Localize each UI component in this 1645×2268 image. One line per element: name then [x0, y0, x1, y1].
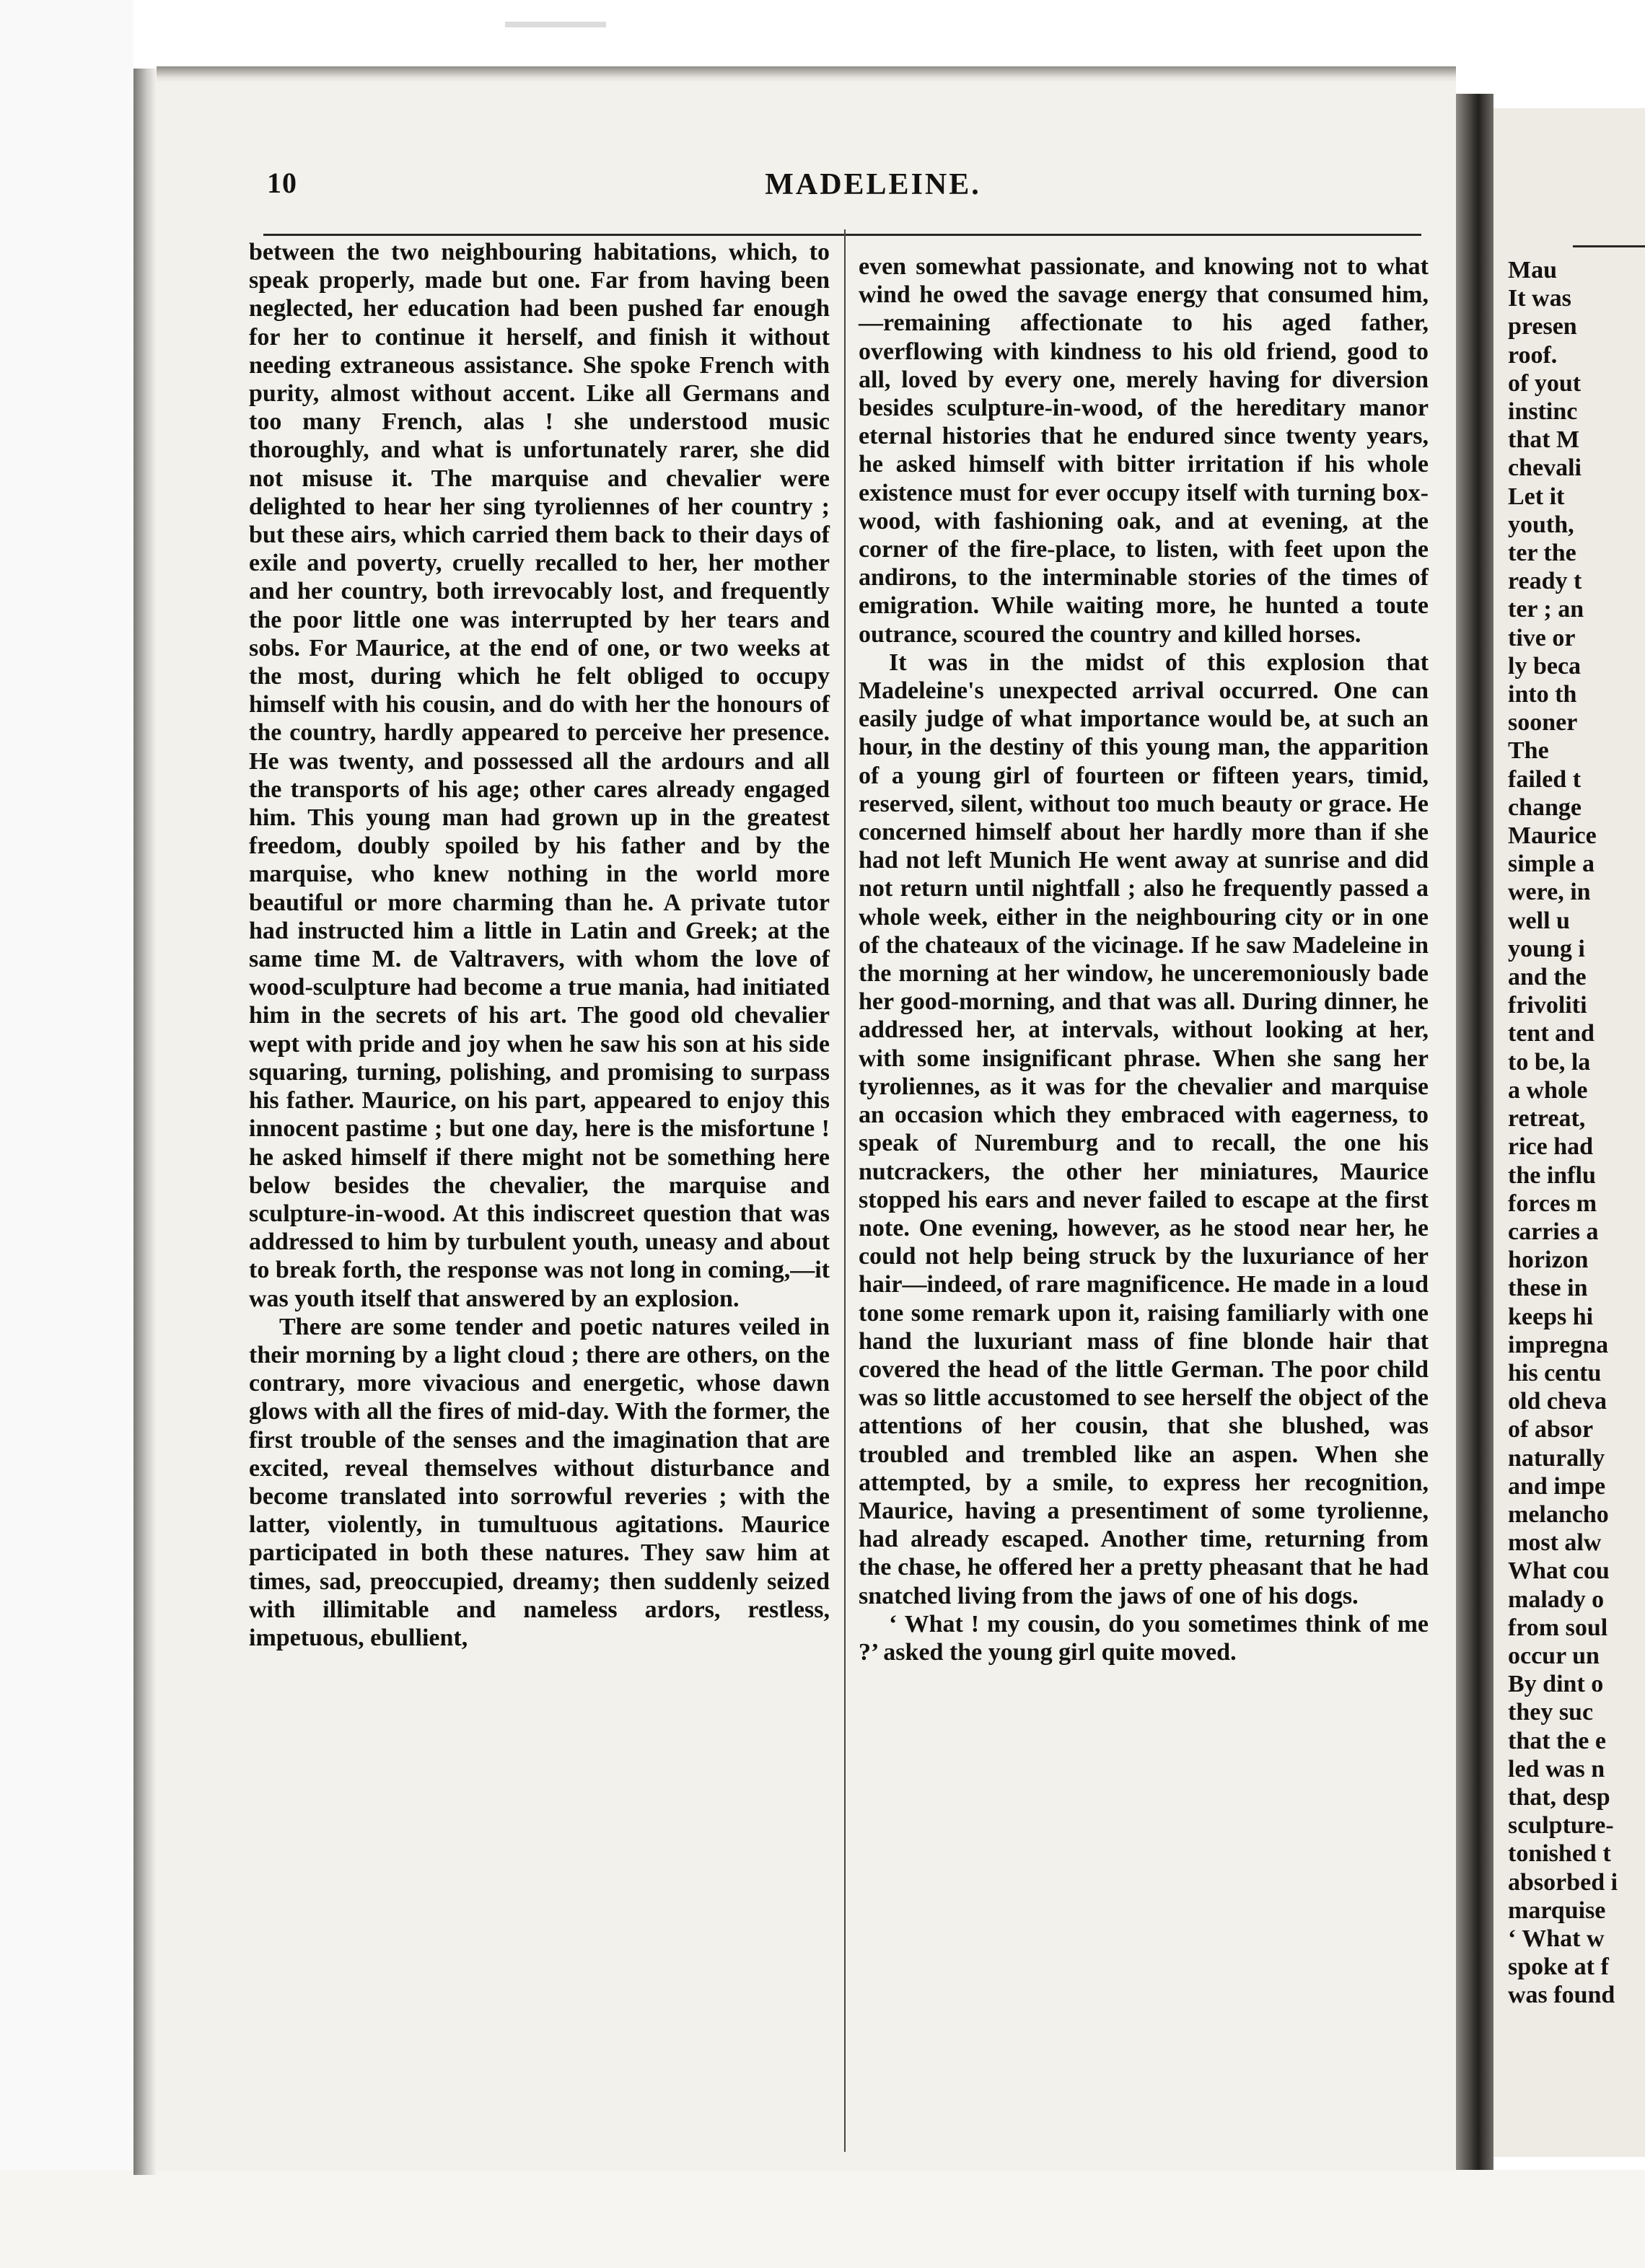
fragment-line: young i — [1508, 935, 1585, 962]
fragment-line: was found — [1508, 1982, 1615, 2009]
paragraph: even somewhat passionate, and knowing not to what wind he owed the savage energy that consumed him,—remaining affectionate to his aged father, overflowing with kindness to his old friend, good to all, loved by every one, merely having for diversion besides sculpture-in-wood, of the hereditary manor eternal histories that he endured since twenty years, he asked himself with bitter irritation if his whole existence must for ever occupy itself with turning box-wood, with fashioning oak, and at evening, at the corner of the fire-place, to listen, with feet upon the andirons, to the interminable stories of the times of emigration. While waiting more, he hunted a toute outrance, scoured the country and killed horses. — [859, 253, 1429, 648]
fragment-line: forces m — [1508, 1190, 1597, 1217]
fragment-line: led was n — [1508, 1755, 1605, 1783]
fragment-line: retreat, — [1508, 1105, 1586, 1133]
column-divider — [844, 229, 846, 2152]
fragment-line: carries a — [1508, 1218, 1599, 1245]
facing-page-rule — [1573, 245, 1645, 247]
page-top-shadow — [157, 66, 1456, 82]
fragment-line: chevali — [1508, 454, 1582, 482]
fragment-line: that M — [1508, 426, 1580, 454]
fragment-line: occur un — [1508, 1642, 1600, 1669]
fragment-line: naturally — [1508, 1444, 1605, 1472]
fragment-line: keeps hi — [1508, 1303, 1594, 1330]
fragment-line: ready t — [1508, 568, 1582, 595]
fragment-line: malady o — [1508, 1586, 1605, 1613]
fragment-line: spoke at f — [1508, 1953, 1609, 1981]
fragment-line: that, desp — [1508, 1783, 1610, 1811]
fragment-line: frivoliti — [1508, 992, 1587, 1019]
scan-bottom-margin — [0, 2170, 1645, 2268]
fragment-line: change — [1508, 794, 1582, 821]
fragment-line: melancho — [1508, 1500, 1609, 1528]
fragment-line: and the — [1508, 964, 1587, 991]
page-edge-shadow — [133, 69, 157, 2175]
fragment-line: simple a — [1508, 850, 1594, 878]
left-text-column — [249, 238, 830, 1652]
paragraph: ‘ What ! my cousin, do you sometimes think of me ?’ asked the young girl quite moved. — [859, 1610, 1429, 1666]
fragment-line: ter the — [1508, 540, 1576, 567]
paragraph: It was in the midst of this explosion that Madeleine's unexpected arrival occurred. One can easily judge of what importance would be, at such an hour, in the destiny of this young man, the apparition of a young girl of fourteen or fifteen years, timid, reserved, silent, without too much beauty or grace. He concerned himself about her hardly more than if she had not left Munich He went away at sunrise and did not return until nightfall ; also he frequently passed a whole week, either in the neighbouring city or in one of the chateaux of the vicinage. If he saw Madeleine in the morning at her window, he unceremoniously bade her good-morning, and that was all. During dinner, he addressed her, at intervals, without looking at her, with some insignificant phrase. When she sang her tyroliennes, as it was for the chevalier and marquise an occasion which they embraced with eagerness, to speak of Nuremburg and to recall, the one his nutcrackers, the other her miniatures, Maurice stopped his ears and never failed to escape at the first note. One evening, however, as he stood near her, he could not help being struck by the luxuriance of her hair—indeed, of rare magnificence. He made in a loud tone some remark upon it, raising familiarly with one hand the luxuriant mass of fine blonde hair that covered the head of the little German. The poor child was so little accustomed to see herself the object of the attentions of her cousin, that she blushed, was troubled and trembled like an aspen. When she attempted, by a smile, to express her recognition, Maurice, having a presentiment of some tyrolienne, had already escaped. Another time, returning from the chase, he offered her a pretty pheasant that he had snatched living from the jaws of one of his dogs. — [859, 649, 1429, 1609]
fragment-line: these in — [1508, 1275, 1588, 1302]
fragment-line: tonished t — [1508, 1840, 1611, 1868]
fragment-line: What cou — [1508, 1557, 1610, 1585]
fragment-line: rice had — [1508, 1133, 1594, 1161]
paragraph: There are some tender and poetic natures veiled in their morning by a light cloud ; there are others, on the contrary, more vivacious and energetic, whose dawn glows with all the fires of mid-day. With the former, the first trouble of the senses and the imagination that are excited, reveal themselves without disturbance and become translated into sorrowful reveries ; with the latter, violently, in tumultuous agitations. Maurice participated in both these natures. They saw him at times, sad, preoccupied, dreamy; then suddenly seized with illimitable and nameless ardors, restless, impetuous, ebullient, — [249, 1313, 830, 1651]
fragment-line: The — [1508, 737, 1549, 765]
fragment-line: marquise — [1508, 1896, 1606, 1924]
fragment-line: sculpture- — [1508, 1812, 1614, 1840]
fragment-line: ‘ What w — [1508, 1925, 1605, 1952]
fragment-line: tive or — [1508, 624, 1576, 651]
paragraph: between the two neighbouring habitations, which, to speak properly, made but one. Far from having been neglected, her education had been pushed far enough for her to continue it herself, and finish it without needing extraneous assistance. She spoke French with purity, almost without accent. Like all Germans and too many French, alas ! she understood music thoroughly, and what is unfortunately rarer, she did not misuse it. The marquise and chevalier were delighted to hear her sing tyroliennes of her country ; but these airs, which carried them back to their days of exile and poverty, cruelly recalled to her, her mother and her country, both irrevocably lost, and frequently the poor little one was interrupted by her tears and sobs. For Maurice, at the end of one, or two weeks at the most, during which he felt obliged to occupy himself with his cousin, and do with her the honours of the country, hardly appeared to perceive her presence. He was twenty, and possessed all the ardours and all the transports of his age; other cares already engaged him. This young man had grown up in the greatest freedom, doubly spoiled by his father and by the marquise, who knew nothing in the world more beautiful or more charming than he. A private tutor had instructed him a little in Latin and Greek; at the same time M. de Valtravers, with whom the love of wood-sculpture had become a true mania, had initiated him in the secrets of his art. The good old chevalier wept with pride and joy when he saw his son at his side squaring, turning, polishing, and promising to surpass his father. Maurice, on his part, appeared to enjoy this innocent pastime ; but one day, here is the misfortune ! he asked himself if there might not be something here below besides the chevalier, the marquise and sculpture-in-wood. At this indiscreet question that was addressed to him by turbulent youth, uneasy and about to break forth, the response was not long in coming,—it was youth itself that answered by an explosion. — [249, 239, 830, 1312]
page-number: 10 — [267, 167, 297, 199]
fragment-line: tent and — [1508, 1020, 1594, 1047]
fragment-line: to be, la — [1508, 1048, 1591, 1076]
facing-page-text-fragment — [1508, 256, 1645, 2010]
fragment-line: presen — [1508, 313, 1577, 340]
fragment-line: By dint o — [1508, 1671, 1604, 1698]
book-gutter — [1456, 94, 1493, 2171]
fragment-line: most alw — [1508, 1529, 1602, 1557]
fragment-line: It was — [1508, 285, 1571, 312]
fragment-line: they suc — [1508, 1699, 1594, 1726]
fragment-line: failed t — [1508, 765, 1582, 793]
fragment-line: roof. — [1508, 341, 1558, 369]
right-text-column — [859, 252, 1429, 1666]
scan-left-margin — [0, 0, 133, 2268]
running-head: MADELEINE. — [765, 168, 981, 201]
fragment-line: were, in — [1508, 879, 1591, 906]
fragment-line: from soul — [1508, 1614, 1608, 1641]
fragment-line: horizon — [1508, 1247, 1589, 1274]
header-rule — [263, 234, 1421, 236]
fragment-line: ter ; an — [1508, 596, 1584, 623]
fragment-line: Mau — [1508, 257, 1557, 284]
fragment-line: sooner — [1508, 709, 1578, 737]
fragment-line: Maurice — [1508, 822, 1597, 850]
fragment-line: his centu — [1508, 1359, 1602, 1386]
fragment-line: that the e — [1508, 1727, 1606, 1754]
fragment-line: impregna — [1508, 1331, 1609, 1358]
fragment-line: Let it — [1508, 483, 1565, 510]
fragment-line: youth, — [1508, 511, 1574, 538]
fragment-line: the influ — [1508, 1161, 1596, 1189]
fragment-line: old cheva — [1508, 1388, 1607, 1415]
fragment-line: absorbed i — [1508, 1868, 1618, 1896]
fragment-line: into th — [1508, 681, 1577, 708]
fragment-line: and impe — [1508, 1472, 1606, 1500]
fragment-line: of yout — [1508, 369, 1582, 397]
fragment-line: instinc — [1508, 398, 1578, 426]
fragment-line: well u — [1508, 907, 1570, 934]
fragment-line: ly beca — [1508, 652, 1582, 680]
fragment-line: of absor — [1508, 1416, 1594, 1443]
fragment-line: a whole — [1508, 1076, 1588, 1104]
